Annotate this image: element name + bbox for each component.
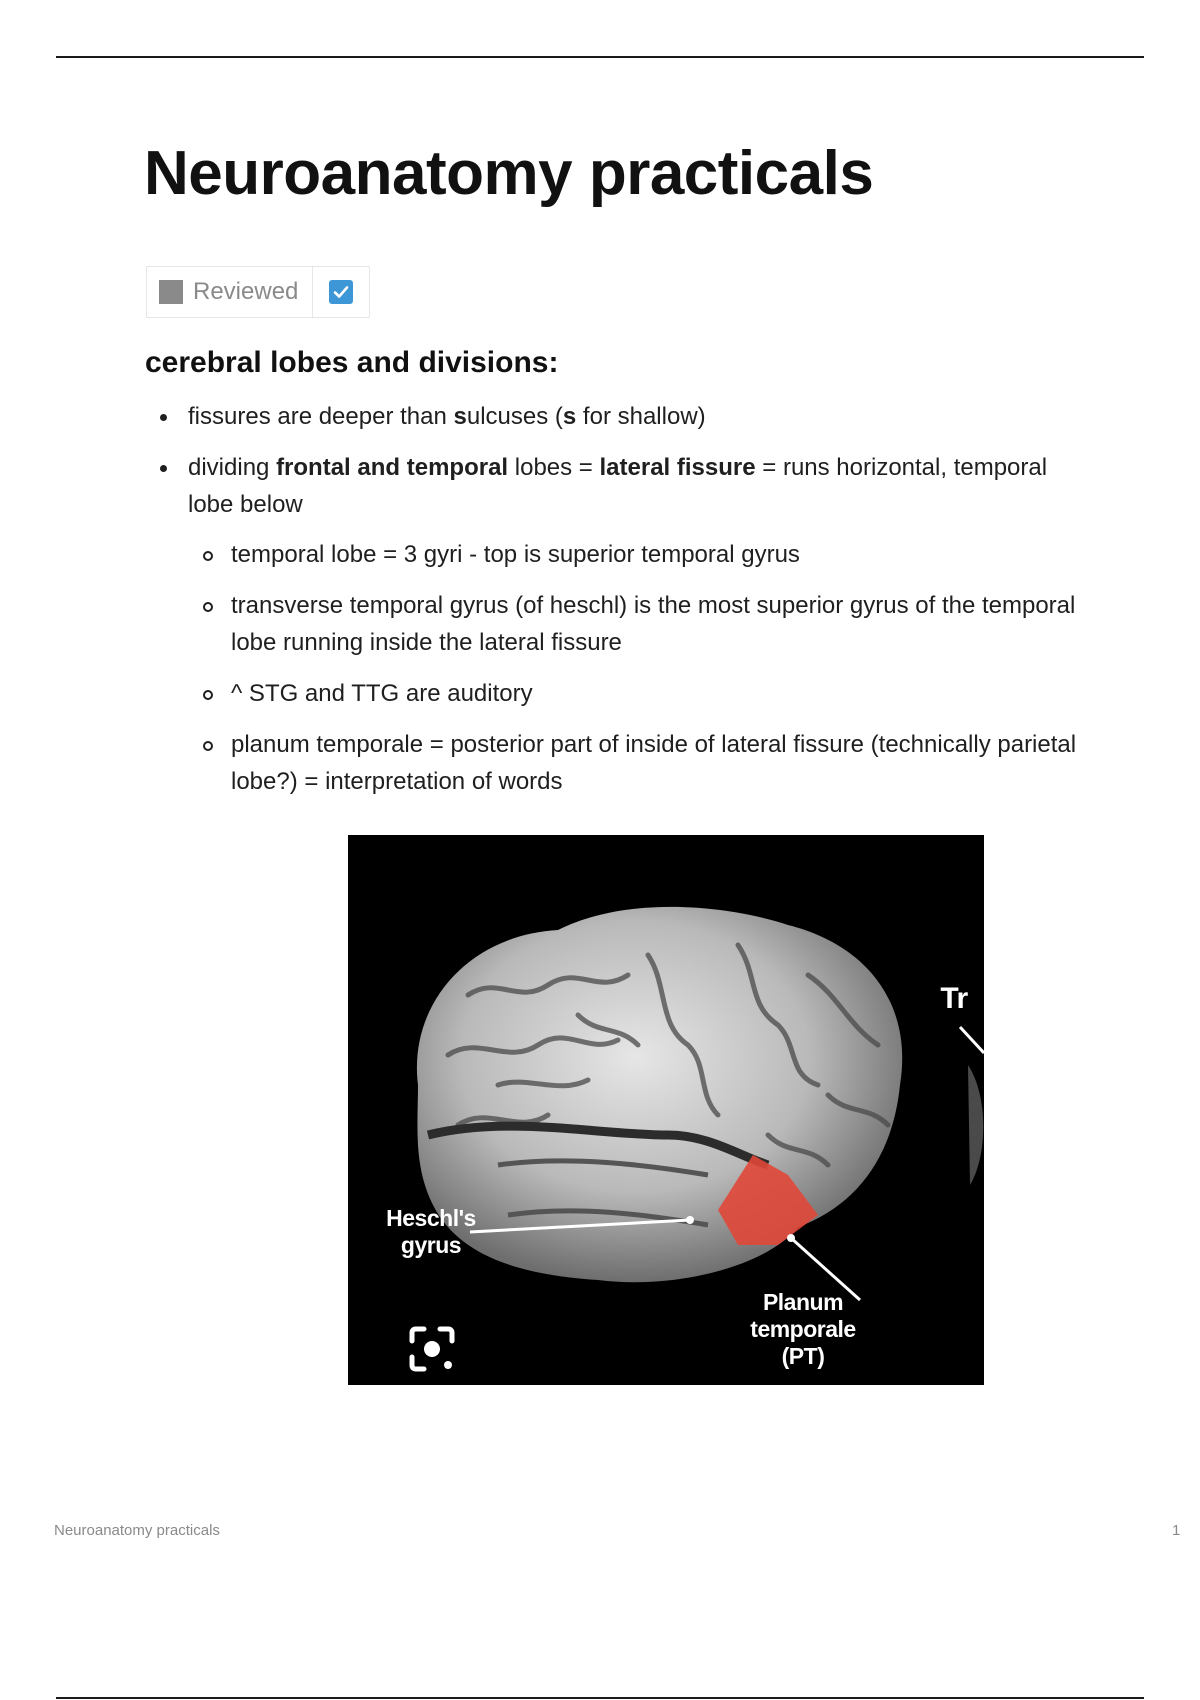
- sub-bullet-item: ^ STG and TTG are auditory: [188, 675, 1085, 712]
- section-heading: cerebral lobes and divisions:: [145, 346, 559, 379]
- bold-text: s: [453, 403, 467, 430]
- bullet-item: [145, 449, 1085, 800]
- bold-text: frontal and temporal: [276, 454, 509, 481]
- notes-content: [145, 398, 1085, 814]
- bottom-rule: [56, 1697, 1144, 1699]
- text-run: fissures are deeper than: [188, 403, 454, 430]
- sub-bullet-list: [188, 536, 1085, 800]
- brain-illustration: [348, 835, 984, 1385]
- bullet-text: [188, 454, 1047, 518]
- property-name: [147, 267, 313, 317]
- bullet-item: [145, 398, 1085, 435]
- footer-page-number: 1: [1172, 1522, 1181, 1539]
- text-run: ulcuses (: [466, 403, 563, 430]
- heschl-gyrus-label: Heschl's gyrus: [386, 1205, 476, 1258]
- property-value[interactable]: [313, 267, 369, 317]
- bullet-text: [188, 403, 706, 430]
- sub-bullet-item: temporal lobe = 3 gyri - top is superior temporal gyrus: [188, 536, 1085, 573]
- brain-image: [348, 835, 984, 1385]
- property-label: Reviewed: [193, 278, 299, 305]
- bullet-list: [145, 398, 1085, 800]
- text-run: for shallow): [576, 403, 706, 430]
- lens-icon[interactable]: [412, 1329, 452, 1369]
- page-title: Neuroanatomy practicals: [144, 139, 874, 208]
- sub-bullet-item: planum temporale = posterior part of inside of lateral fissure (technically parietal lobe?) = interpretation of words: [188, 726, 1085, 800]
- text-run: = runs horizontal, temporal lobe below: [188, 454, 1048, 518]
- top-rule: [56, 56, 1144, 58]
- checkbox-checked-icon[interactable]: [329, 280, 353, 304]
- planum-temporale-label: Planum temporale (PT): [750, 1289, 856, 1369]
- bold-text: s: [562, 403, 577, 430]
- text-run: lobes =: [508, 454, 600, 481]
- property-reviewed: [146, 266, 370, 318]
- tr-label: Tr: [940, 982, 968, 1015]
- sub-bullet-item: transverse temporal gyrus (of heschl) is the most superior gyrus of the temporal lobe running inside the lateral fissure: [188, 587, 1085, 661]
- bold-text: lateral fissure: [599, 454, 756, 481]
- footer-document-name: Neuroanatomy practicals: [54, 1522, 220, 1539]
- text-run: dividing: [188, 454, 277, 481]
- property-type-icon: [159, 280, 183, 304]
